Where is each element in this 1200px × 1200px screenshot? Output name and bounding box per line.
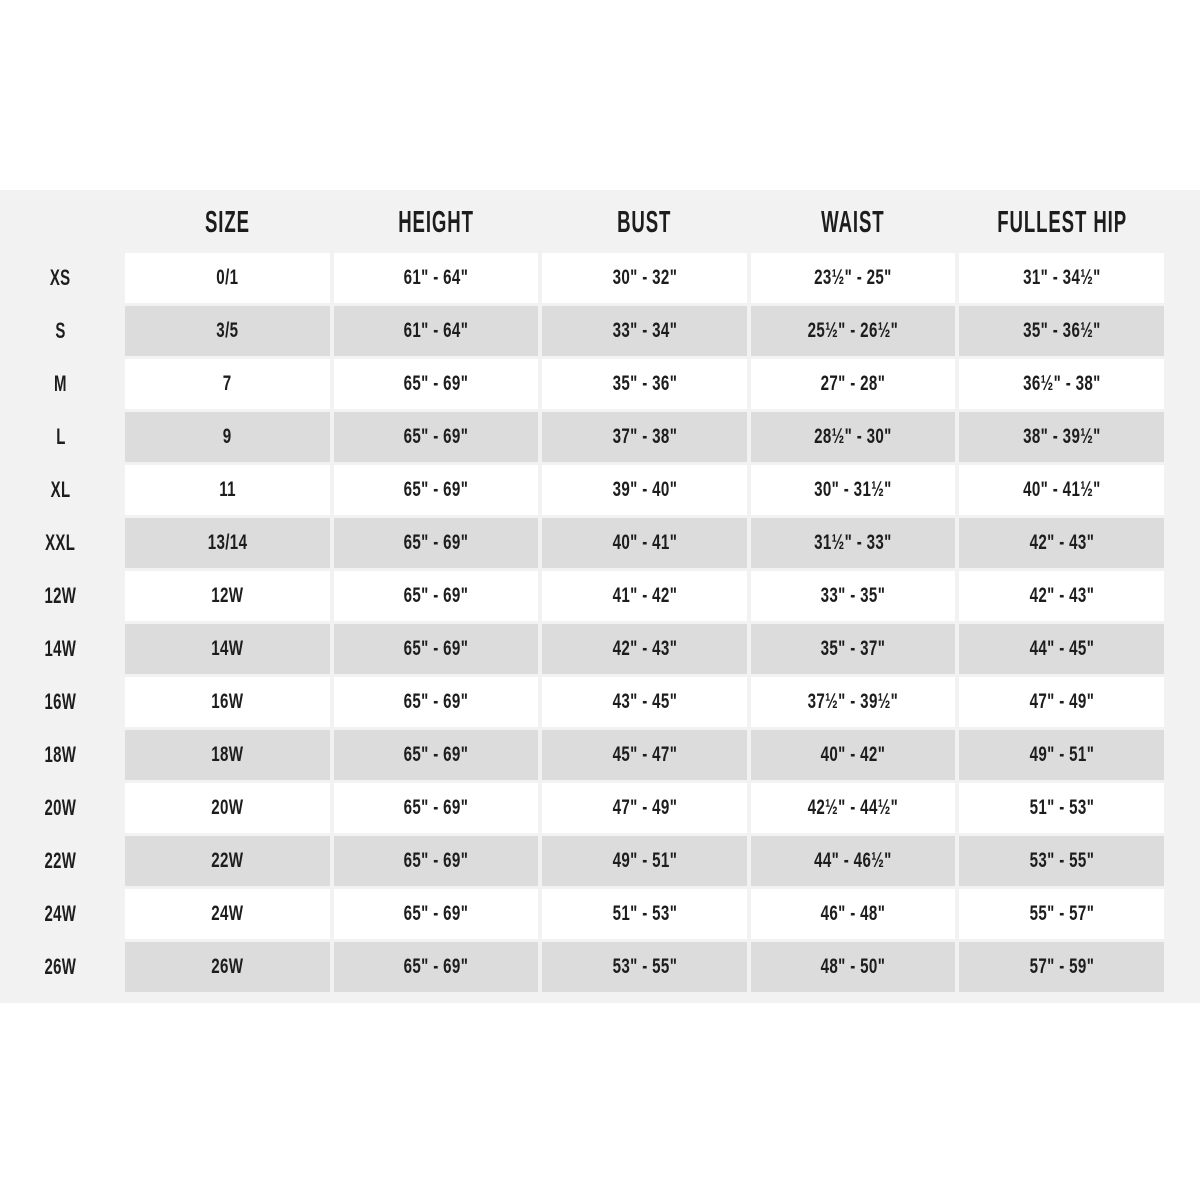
table-cell-text: 42" - 43" [612, 637, 677, 660]
table-cell [542, 359, 747, 409]
table-cell-text: 44" - 45" [1029, 637, 1095, 660]
table-cell-text: 65" - 69" [403, 849, 469, 872]
table-cell-text: 65" - 69" [403, 584, 469, 607]
table-cell-text: 41" - 42" [612, 584, 677, 607]
table-cell-text: 9 [222, 425, 232, 448]
row-label-20w-text: 20W [44, 795, 77, 820]
row-label-xl-text: XL [50, 477, 71, 502]
table-cell-text: 33" - 35" [820, 584, 886, 607]
column-header-fullest-hip [959, 194, 1164, 250]
table-cell-text: 49" - 51" [1029, 743, 1095, 766]
table-cell [125, 942, 330, 992]
column-header-waist-text: WAIST [821, 204, 885, 239]
table-cell-text: 35" - 36½" [1022, 319, 1101, 342]
header-corner-spacer [0, 194, 121, 250]
table-cell [125, 889, 330, 939]
table-cell-text: 46" - 48" [820, 902, 886, 925]
row-label-22w [0, 836, 121, 886]
table-cell [959, 306, 1164, 356]
row-label-22w-text: 22W [44, 848, 77, 873]
table-cell-text: 39" - 40" [612, 478, 677, 501]
row-label-20w [0, 783, 121, 833]
table-cell [751, 624, 956, 674]
table-cell [751, 518, 956, 568]
table-cell [542, 624, 747, 674]
row-label-14w-text: 14W [44, 636, 77, 661]
table-cell [959, 412, 1164, 462]
table-cell [125, 624, 330, 674]
column-header-bust-text: BUST [617, 204, 672, 239]
table-cell [334, 306, 539, 356]
table-cell [751, 359, 956, 409]
table-cell-text: 65" - 69" [403, 425, 469, 448]
table-cell [125, 518, 330, 568]
table-cell [334, 836, 539, 886]
table-cell-text: 57" - 59" [1029, 955, 1095, 978]
row-label-24w-text: 24W [44, 901, 77, 926]
table-cell [125, 253, 330, 303]
table-cell-text: 0/1 [216, 266, 239, 289]
table-cell [959, 624, 1164, 674]
table-cell-text: 26W [211, 955, 244, 978]
size-chart-panel [0, 190, 1200, 1003]
table-cell [334, 571, 539, 621]
row-label-m [0, 359, 121, 409]
table-cell [125, 571, 330, 621]
column-header-fullest-hip-text: FULLEST HIP [996, 204, 1127, 239]
table-cell-text: 11 [218, 478, 236, 501]
table-cell-text: 53" - 55" [612, 955, 677, 978]
table-cell [959, 677, 1164, 727]
table-cell-text: 43" - 45" [612, 690, 677, 713]
table-cell-text: 13/14 [207, 531, 248, 554]
table-cell [751, 783, 956, 833]
row-label-xl [0, 465, 121, 515]
table-cell [959, 518, 1164, 568]
row-label-xxl [0, 518, 121, 568]
table-cell [542, 518, 747, 568]
table-cell [334, 889, 539, 939]
table-cell [959, 465, 1164, 515]
row-label-l [0, 412, 121, 462]
table-cell-text: 53" - 55" [1029, 849, 1095, 872]
row-label-s [0, 306, 121, 356]
column-header-waist [751, 194, 956, 250]
table-cell [751, 571, 956, 621]
table-cell-text: 65" - 69" [403, 902, 469, 925]
table-cell [125, 465, 330, 515]
table-cell-text: 42" - 43" [1029, 584, 1095, 607]
table-cell-text: 30" - 32" [612, 266, 677, 289]
row-label-18w-text: 18W [44, 742, 77, 767]
table-cell [542, 889, 747, 939]
table-cell-text: 55" - 57" [1029, 902, 1095, 925]
table-cell [542, 306, 747, 356]
table-cell [125, 836, 330, 886]
column-header-bust [542, 194, 747, 250]
table-cell-text: 65" - 69" [403, 743, 469, 766]
table-cell [959, 730, 1164, 780]
table-cell [125, 359, 330, 409]
table-cell-text: 61" - 64" [403, 319, 469, 342]
table-cell [542, 730, 747, 780]
table-cell [751, 253, 956, 303]
column-header-size-text: SIZE [204, 204, 250, 239]
table-cell-text: 65" - 69" [403, 531, 469, 554]
table-cell [125, 730, 330, 780]
table-cell [334, 677, 539, 727]
table-cell [959, 359, 1164, 409]
table-cell [334, 624, 539, 674]
table-cell-text: 23½" - 25" [814, 266, 892, 289]
table-cell-text: 22W [211, 849, 244, 872]
row-label-l-text: L [55, 424, 66, 449]
table-cell [542, 942, 747, 992]
table-cell-text: 65" - 69" [403, 955, 469, 978]
table-cell-text: 48" - 50" [820, 955, 886, 978]
table-cell-text: 65" - 69" [403, 637, 469, 660]
table-cell [542, 836, 747, 886]
row-label-m-text: M [54, 371, 67, 396]
table-cell-text: 3/5 [216, 319, 239, 342]
table-cell-text: 33" - 34" [612, 319, 677, 342]
table-cell [751, 836, 956, 886]
row-label-xs-text: XS [50, 265, 71, 290]
table-cell [751, 889, 956, 939]
table-cell-text: 65" - 69" [403, 478, 469, 501]
table-cell-text: 65" - 69" [403, 796, 469, 819]
table-cell-text: 37" - 38" [612, 425, 677, 448]
table-cell-text: 24W [211, 902, 244, 925]
table-cell-text: 12W [211, 584, 244, 607]
table-cell [542, 465, 747, 515]
table-cell [751, 677, 956, 727]
table-cell-text: 35" - 36" [612, 372, 677, 395]
table-cell-text: 51" - 53" [1029, 796, 1095, 819]
table-cell-text: 42½" - 44½" [807, 796, 899, 819]
table-cell [334, 730, 539, 780]
table-cell [334, 359, 539, 409]
table-cell-text: 16W [211, 690, 244, 713]
table-cell [959, 942, 1164, 992]
table-cell-text: 40" - 41½" [1022, 478, 1101, 501]
row-label-xxl-text: XXL [45, 530, 76, 555]
table-cell-text: 45" - 47" [612, 743, 677, 766]
table-cell [959, 836, 1164, 886]
table-cell-text: 40" - 41" [612, 531, 677, 554]
table-cell [959, 253, 1164, 303]
table-cell [751, 730, 956, 780]
table-cell [751, 942, 956, 992]
table-cell [125, 412, 330, 462]
table-cell-text: 30" - 31½" [814, 478, 892, 501]
table-cell [334, 518, 539, 568]
table-cell [334, 783, 539, 833]
table-cell-text: 47" - 49" [1029, 690, 1095, 713]
row-label-26w-text: 26W [44, 954, 77, 979]
table-cell-text: 51" - 53" [612, 902, 677, 925]
column-header-height [334, 194, 539, 250]
table-cell-text: 31" - 34½" [1022, 266, 1101, 289]
table-cell [334, 465, 539, 515]
table-cell-text: 28½" - 30" [814, 425, 892, 448]
table-cell [125, 306, 330, 356]
table-cell [125, 783, 330, 833]
table-cell-text: 18W [211, 743, 244, 766]
table-cell [542, 783, 747, 833]
row-label-s-text: S [55, 318, 66, 343]
table-cell-text: 36½" - 38" [1022, 372, 1101, 395]
row-label-16w-text: 16W [44, 689, 77, 714]
row-label-16w [0, 677, 121, 727]
table-cell [959, 571, 1164, 621]
column-header-size [125, 194, 330, 250]
row-label-xs [0, 253, 121, 303]
table-cell [751, 465, 956, 515]
table-cell-text: 35" - 37" [820, 637, 886, 660]
table-cell-text: 27" - 28" [820, 372, 886, 395]
row-label-12w [0, 571, 121, 621]
table-cell [542, 253, 747, 303]
table-cell [334, 412, 539, 462]
column-header-height-text: HEIGHT [398, 204, 474, 239]
table-cell-text: 37½" - 39½" [807, 690, 899, 713]
row-label-24w [0, 889, 121, 939]
table-cell [542, 571, 747, 621]
row-label-14w [0, 624, 121, 674]
size-chart-table [0, 190, 1200, 992]
table-cell-text: 31½" - 33" [814, 531, 892, 554]
table-cell-text: 14W [211, 637, 244, 660]
table-cell-text: 38" - 39½" [1022, 425, 1101, 448]
table-cell-text: 65" - 69" [403, 690, 469, 713]
table-cell-text: 49" - 51" [612, 849, 677, 872]
table-cell-text: 40" - 42" [820, 743, 886, 766]
row-label-12w-text: 12W [44, 583, 77, 608]
table-cell [751, 306, 956, 356]
table-cell [751, 412, 956, 462]
table-cell [125, 677, 330, 727]
table-cell-text: 47" - 49" [612, 796, 677, 819]
table-cell-text: 25½" - 26½" [807, 319, 899, 342]
table-cell [959, 783, 1164, 833]
table-cell-text: 44" - 46½" [814, 849, 892, 872]
table-cell [334, 253, 539, 303]
table-cell-text: 65" - 69" [403, 372, 469, 395]
table-cell [542, 412, 747, 462]
table-cell-text: 20W [211, 796, 244, 819]
table-cell-text: 42" - 43" [1029, 531, 1095, 554]
table-cell [542, 677, 747, 727]
row-label-26w [0, 942, 121, 992]
table-cell-text: 61" - 64" [403, 266, 469, 289]
row-label-18w [0, 730, 121, 780]
table-cell [334, 942, 539, 992]
table-cell-text: 7 [222, 372, 232, 395]
table-cell [959, 889, 1164, 939]
